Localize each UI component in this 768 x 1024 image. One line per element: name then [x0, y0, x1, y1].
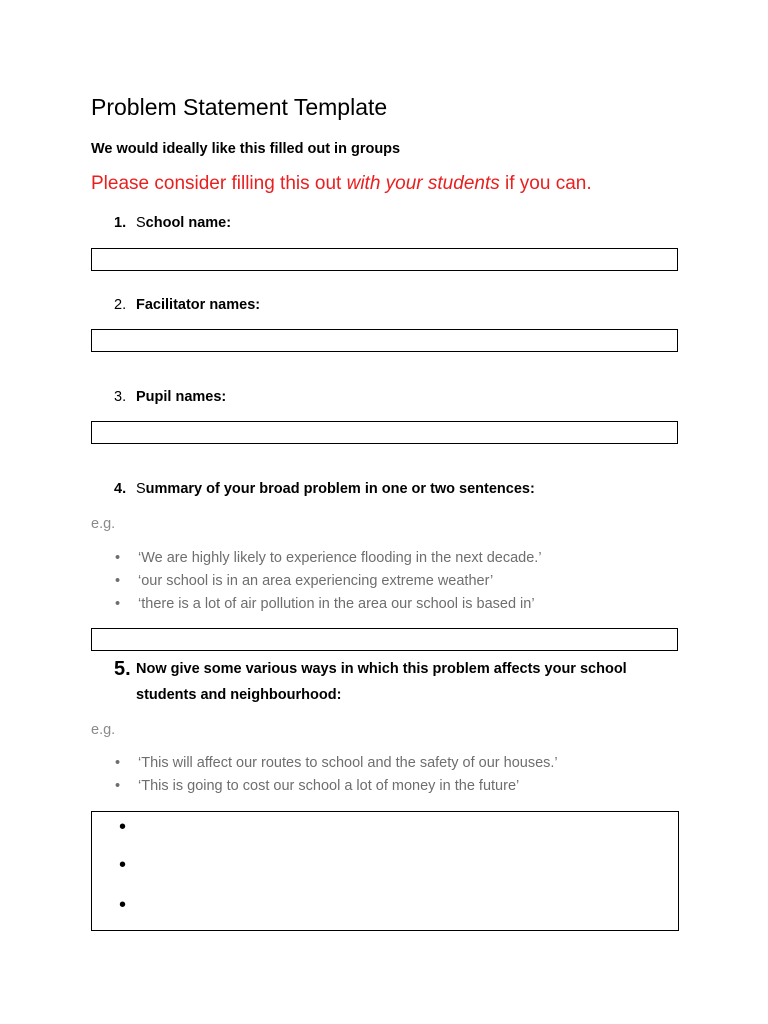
list-item: • ‘there is a lot of air pollution in the area our school is based in’ — [115, 593, 542, 616]
notice-text-emphasis: with your students — [346, 173, 500, 194]
question-1-number: 1. — [114, 215, 127, 231]
question-5-line-1 — [114, 656, 627, 682]
question-5-text-line-1: Now give some various ways in which this problem affects your school — [136, 661, 627, 677]
list-item: • ‘We are highly likely to experience flooding in the next decade.’ — [115, 547, 542, 570]
facilitator-names-field[interactable] — [91, 329, 678, 352]
question-2-label — [114, 297, 260, 313]
question-4-label — [114, 481, 535, 497]
question-3-label — [114, 389, 226, 405]
question-2-number: 2. — [114, 297, 127, 313]
question-4-eg: e.g. — [91, 516, 116, 532]
red-notice — [91, 173, 592, 195]
pupil-names-field[interactable] — [91, 421, 678, 444]
question-5-eg: e.g. — [91, 722, 116, 738]
effects-bullet-2: • — [119, 854, 127, 876]
question-2-text: Facilitator names: — [136, 297, 261, 313]
page-subtitle: We would ideally like this filled out in groups — [91, 141, 401, 157]
problem-summary-field[interactable] — [91, 628, 678, 651]
question-1-first-letter: S — [136, 215, 146, 231]
question-1-text: chool name: — [145, 215, 232, 231]
question-4-number: 4. — [114, 481, 127, 497]
question-1-label — [114, 215, 231, 231]
school-name-field[interactable] — [91, 248, 678, 271]
question-3-first-letter: P — [136, 389, 146, 405]
problem-effects-field[interactable] — [91, 811, 679, 931]
page-title: Problem Statement Template — [91, 94, 388, 120]
question-5-label — [114, 656, 627, 708]
effects-bullet-3: • — [119, 894, 127, 916]
question-4-first-letter: S — [136, 481, 146, 497]
question-5-examples — [115, 752, 558, 798]
question-5-number: 5. — [114, 658, 131, 680]
question-3-number: 3. — [114, 389, 127, 405]
notice-text-before: Please consider filling this out — [91, 173, 347, 194]
notice-text-after: if you can. — [499, 173, 592, 194]
list-item: • ‘This is going to cost our school a lot of money in the future’ — [115, 775, 558, 798]
question-4-text: ummary of your broad problem in one or two sentences: — [145, 481, 535, 497]
list-item: • ‘our school is in an area experiencing extreme weather’ — [115, 570, 542, 593]
effects-bullet-1: • — [119, 816, 127, 838]
question-5-line-2: students and neighbourhood: — [136, 687, 342, 703]
question-3-text: upil names: — [145, 389, 227, 405]
list-item: • ‘This will affect our routes to school and the safety of our houses.’ — [115, 752, 558, 775]
question-4-examples — [115, 547, 542, 616]
